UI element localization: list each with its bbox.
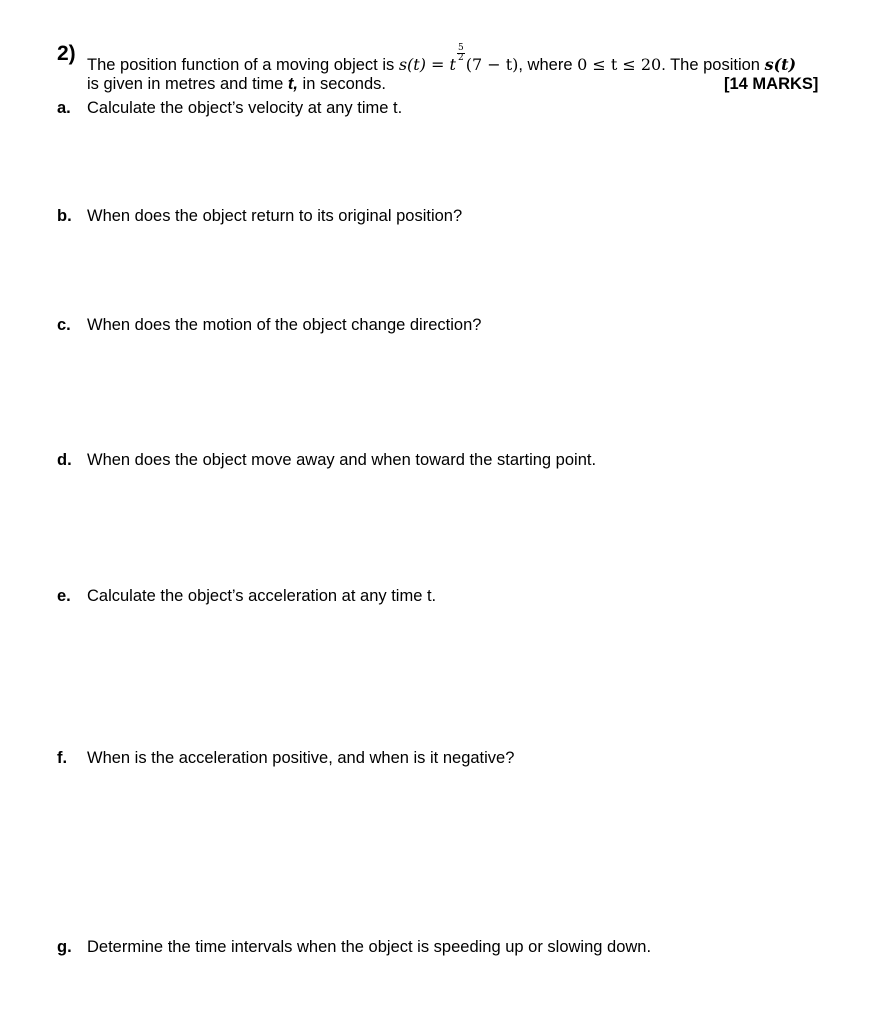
part-text: Calculate the object’s acceleration at any time t. bbox=[87, 587, 437, 605]
question-number: 2) bbox=[57, 42, 76, 65]
part-a bbox=[57, 99, 402, 118]
part-b bbox=[57, 207, 462, 226]
question-statement-line2 bbox=[87, 71, 386, 97]
part-letter: f. bbox=[57, 749, 68, 767]
part-letter: b. bbox=[57, 207, 72, 225]
part-c bbox=[57, 316, 481, 335]
intro-prefix: The position function of a moving object is bbox=[87, 56, 399, 74]
line2-prefix: is given in metres and time bbox=[87, 75, 288, 93]
part-text: Calculate the object’s velocity at any time t. bbox=[87, 99, 403, 117]
function-reference: s(t) bbox=[764, 55, 797, 74]
part-text: When does the object return to its original position? bbox=[87, 207, 463, 225]
time-variable: t, bbox=[287, 75, 298, 93]
part-letter: a. bbox=[57, 99, 71, 117]
part-text: Determine the time intervals when the object is speeding up or slowing down. bbox=[87, 938, 652, 956]
function-factor: (7 − t) bbox=[465, 55, 519, 74]
function-base: t bbox=[449, 55, 456, 74]
part-text: When does the motion of the object change direction? bbox=[87, 316, 482, 334]
part-text: When is the acceleration positive, and when is it negative? bbox=[87, 749, 515, 767]
part-e bbox=[57, 587, 436, 606]
part-letter: e. bbox=[57, 587, 71, 605]
part-g bbox=[57, 938, 651, 957]
part-letter: d. bbox=[57, 451, 72, 469]
part-f bbox=[57, 749, 514, 768]
equals-sign: = bbox=[425, 55, 450, 74]
function-lhs: s(t) bbox=[398, 55, 426, 74]
intro-tail: . The position bbox=[661, 56, 765, 74]
part-letter: c. bbox=[57, 316, 71, 334]
exponent-denominator: 2 bbox=[457, 53, 464, 63]
exponent-numerator: 5 bbox=[457, 43, 464, 53]
marks-label: [14 MARKS] bbox=[724, 75, 819, 93]
part-d bbox=[57, 451, 596, 470]
part-text: When does the object move away and when toward the starting point. bbox=[87, 451, 597, 469]
intro-where: , where bbox=[518, 56, 578, 74]
part-letter: g. bbox=[57, 938, 72, 956]
domain-condition: 0 ≤ t ≤ 20 bbox=[577, 55, 662, 74]
line2-suffix: in seconds. bbox=[297, 75, 386, 93]
exponent-fraction bbox=[457, 44, 465, 63]
